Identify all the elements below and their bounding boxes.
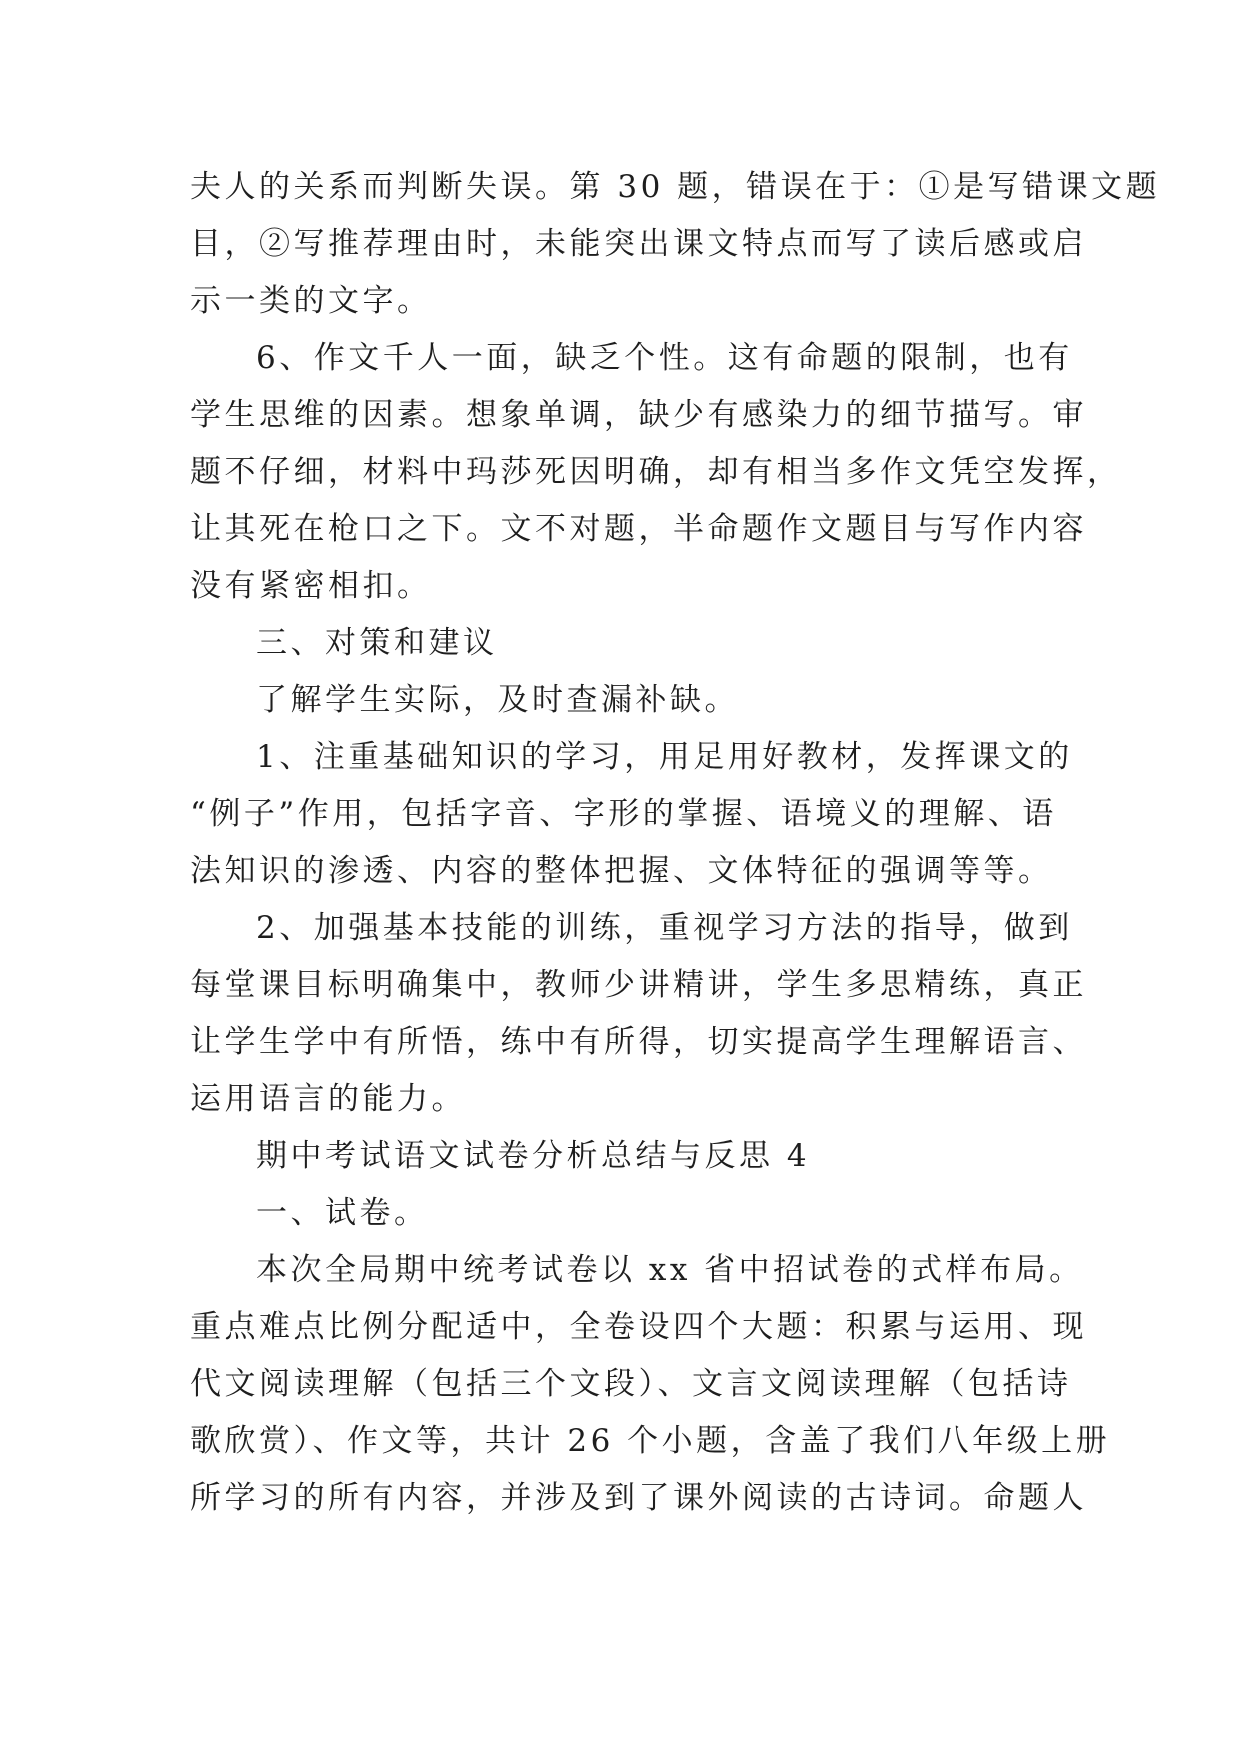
- text-line-1: 夫人的关系而判断失误。第 30 题，错误在于：①是写错课文题: [190, 169, 1161, 205]
- text-line-5: 学生思维的因素。想象单调，缺少有感染力的细节描写。审: [190, 397, 1087, 433]
- paragraph-6-heading: 6、作文千人一面，缺乏个性。这有命题的限制，也有: [256, 340, 1073, 376]
- text-line-3: 示一类的文字。: [190, 283, 432, 319]
- text-line-13: 法知识的渗透、内容的整体把握、文体特征的强调等等。: [190, 853, 1053, 889]
- paragraph-1-heading: 1、注重基础知识的学习，用足用好教材，发挥课文的: [256, 739, 1073, 775]
- text-line-7: 让其死在枪口之下。文不对题，半命题作文题目与写作内容: [190, 511, 1087, 547]
- text-line-21: 重点难点比例分配适中，全卷设四个大题：积累与运用、现: [190, 1309, 1087, 1345]
- text-line-15: 每堂课目标明确集中，教师少讲精讲，学生多思精练，真正: [190, 967, 1087, 1003]
- text-line-6: 题不仔细，材料中玛莎死因明确，却有相当多作文凭空发挥，: [190, 454, 1122, 490]
- text-line-20: 本次全局期中统考试卷以 xx 省中招试卷的式样布局。: [256, 1252, 1084, 1288]
- text-line-2: 目，②写推荐理由时，未能突出课文特点而写了读后感或启: [190, 226, 1087, 262]
- text-line-23: 歌欣赏）、作文等，共计 26 个小题，含盖了我们八年级上册: [190, 1423, 1111, 1459]
- section-heading-1: 一、试卷。: [256, 1195, 429, 1231]
- text-line-8: 没有紧密相扣。: [190, 568, 432, 604]
- paragraph-2-heading: 2、加强基本技能的训练，重视学习方法的指导，做到: [256, 910, 1073, 946]
- text-line-24: 所学习的所有内容，并涉及到了课外阅读的古诗词。命题人: [190, 1480, 1087, 1516]
- article-title-4: 期中考试语文试卷分析总结与反思 4: [256, 1138, 811, 1174]
- text-line-16: 让学生学中有所悟，练中有所得，切实提高学生理解语言、: [190, 1024, 1087, 1060]
- text-line-10: 了解学生实际，及时查漏补缺。: [256, 682, 739, 718]
- text-line-22: 代文阅读理解（包括三个文段）、文言文阅读理解（包括诗: [190, 1366, 1072, 1402]
- text-line-12: “例子”作用，包括字音、字形的掌握、语境义的理解、语: [190, 796, 1057, 832]
- section-heading-3: 三、对策和建议: [256, 625, 498, 661]
- text-line-17: 运用语言的能力。: [190, 1081, 466, 1117]
